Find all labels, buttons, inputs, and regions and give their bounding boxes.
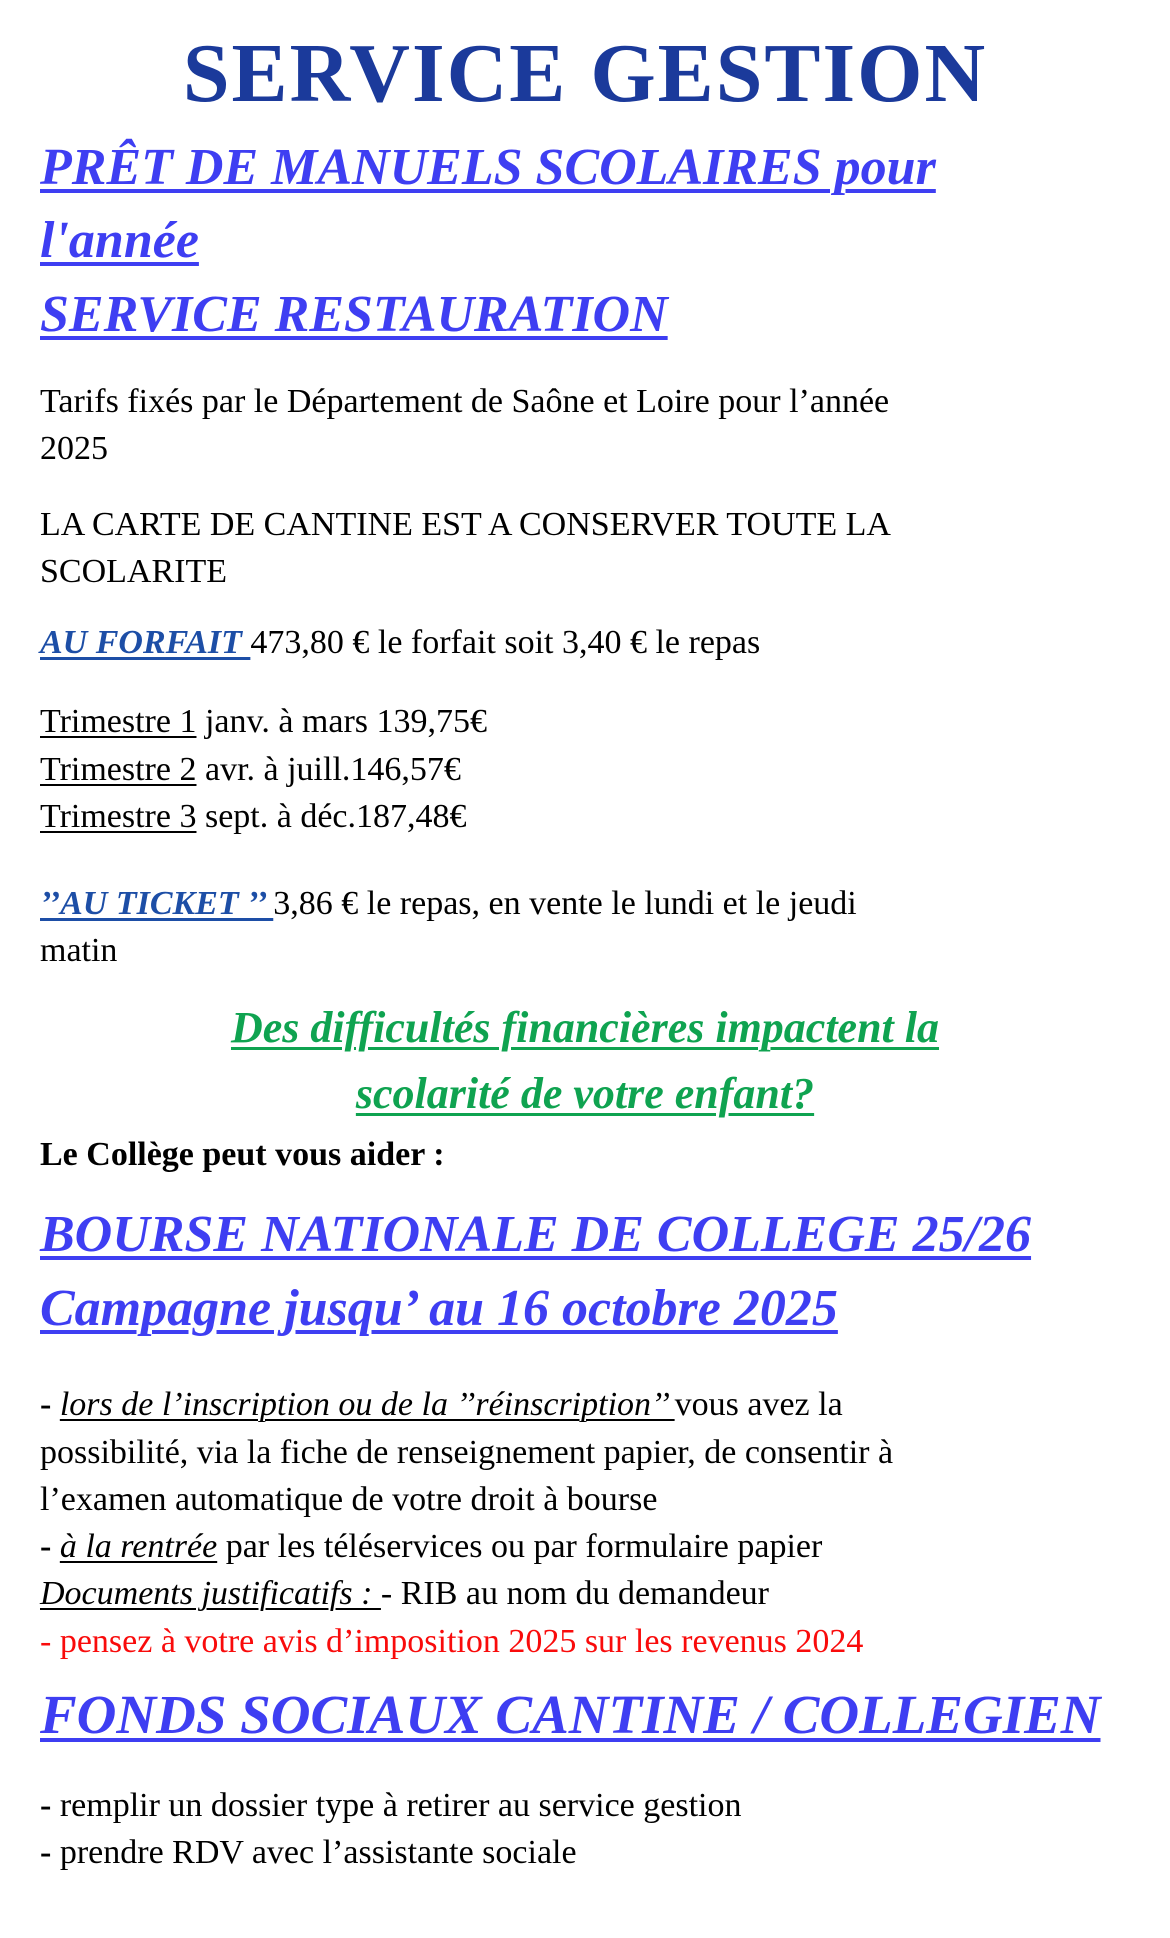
ticket-line-1 (40, 880, 1130, 927)
link-pret-line-2: l'année (40, 212, 199, 270)
link-pret-manuels[interactable] (40, 131, 1130, 279)
documents-rest: - RIB au nom du demandeur (380, 1575, 769, 1613)
tarifs-paragraph (40, 378, 1130, 473)
tarifs-line-2: 2025 (40, 430, 108, 468)
documents-line (40, 1570, 1130, 1617)
page-title: SERVICE GESTION (182, 27, 988, 120)
avis-imposition-text: - pensez à votre avis d’imposition 2025 sur les revenus 2024 (40, 1622, 864, 1660)
trimestre-1-label: Trimestre 1 (40, 703, 197, 741)
carte-line-2: SCOLARITE (40, 552, 227, 590)
carte-cantine-paragraph (40, 501, 1130, 596)
difficultes-heading (40, 995, 1130, 1127)
inscription-line-3: l’examen automatique de votre droit à bourse (40, 1480, 658, 1518)
trimestres-paragraph (40, 698, 1130, 840)
trimestre-3-value: sept. à déc.187,48€ (196, 797, 467, 835)
rdv-dash: - (40, 1833, 60, 1871)
inscription-dash: - (40, 1386, 60, 1424)
college-aider-text: Le Collège peut vous aider : (40, 1135, 445, 1173)
trimestre-row-3 (40, 793, 1130, 840)
trimestre-3-label: Trimestre 3 (40, 797, 197, 835)
link-fonds-text: FONDS SOCIAUX CANTINE / COLLEGIEN (40, 1683, 1101, 1745)
bourse-details-paragraph (40, 1381, 1130, 1665)
trimestre-row-2 (40, 746, 1130, 793)
forfait-line (40, 619, 1130, 666)
link-restauration-text: SERVICE RESTAURATION (40, 286, 668, 344)
difficultes-line-2: scolarité de votre enfant? (355, 1068, 815, 1118)
trimestre-2-label: Trimestre 2 (40, 750, 197, 788)
difficultes-line-1: Des difficultés financières impactent la (230, 1002, 940, 1052)
ticket-text: 3,86 € le repas, en vente le lundi et le jeudi (273, 885, 857, 923)
forfait-paragraph (40, 619, 1130, 666)
rentree-dash: - (40, 1528, 60, 1566)
ticket-paragraph (40, 880, 1130, 975)
link-fonds-sociaux[interactable] (40, 1681, 1130, 1750)
trimestre-row-1 (40, 698, 1130, 745)
forfait-link[interactable]: AU FORFAIT (40, 624, 251, 662)
fonds-details-paragraph (40, 1782, 1130, 1877)
documents-label: Documents justificatifs : (40, 1575, 381, 1613)
link-bourse-line-1: BOURSE NATIONALE DE COLLEGE 25/26 (40, 1205, 1032, 1263)
prendre-rdv-line (40, 1829, 1130, 1876)
inscription-line-2: possibilité, via la fiche de renseignement papier, de consentir à (40, 1433, 894, 1471)
inscription-line-1 (40, 1381, 1130, 1428)
link-service-restauration[interactable] (40, 278, 1130, 352)
remplir-dash: - (40, 1786, 60, 1824)
trimestre-2-value: avr. à juill.146,57€ (196, 750, 461, 788)
link-bourse-nationale[interactable] (40, 1198, 1130, 1346)
inscription-rest-1: vous avez la (674, 1386, 843, 1424)
rentree-emphasis: à la rentrée (59, 1528, 218, 1566)
tarifs-line-1: Tarifs fixés par le Département de Saône et Loire pour l’année (40, 383, 890, 421)
remplir-text: remplir un dossier type à retirer au service gestion (59, 1786, 742, 1824)
link-bourse-line-2: Campagne jusqu’ au 16 octobre 2025 (40, 1279, 838, 1337)
rdv-text: prendre RDV avec l’assistante sociale (59, 1833, 577, 1871)
rentree-line (40, 1523, 1130, 1570)
link-pret-line-1: PRÊT DE MANUELS SCOLAIRES pour (40, 138, 936, 196)
inscription-emphasis: lors de l’inscription ou de la ’’réinscription’’ (59, 1386, 675, 1424)
rentree-rest: par les téléservices ou par formulaire papier (217, 1528, 823, 1566)
remplir-dossier-line (40, 1782, 1130, 1829)
trimestre-1-value: janv. à mars 139,75€ (196, 703, 487, 741)
ticket-link[interactable]: ’’AU TICKET ’’ (40, 885, 274, 923)
forfait-text: 473,80 € le forfait soit 3,40 € le repas (250, 624, 761, 662)
carte-line-1: LA CARTE DE CANTINE EST A CONSERVER TOUTE LA (40, 505, 891, 543)
ticket-line-2: matin (40, 932, 118, 970)
